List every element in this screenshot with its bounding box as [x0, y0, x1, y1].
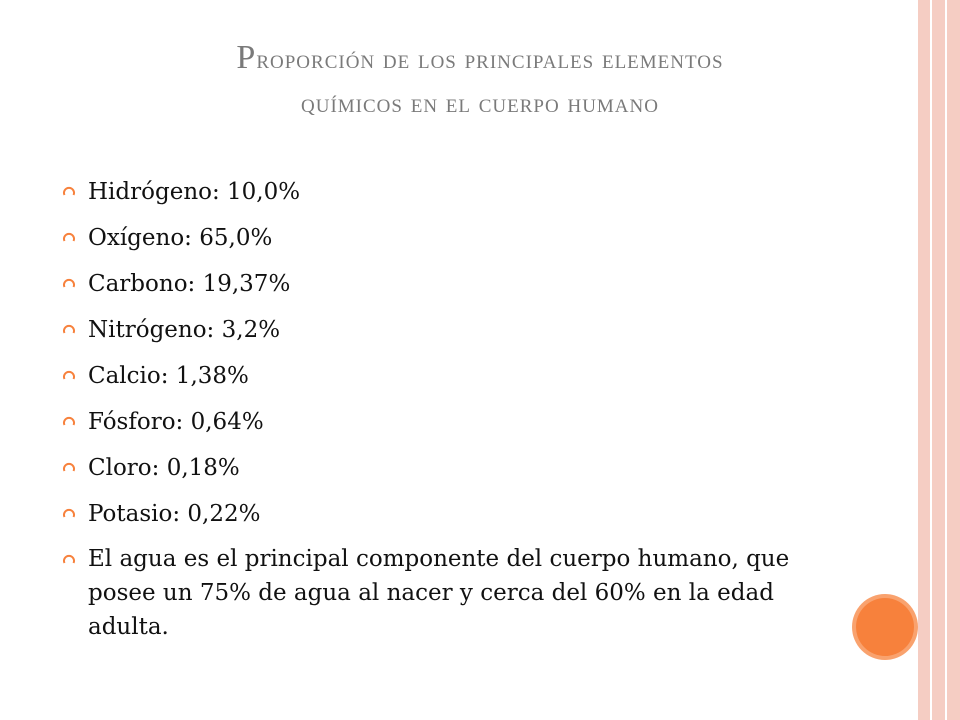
bullet-icon: [62, 552, 76, 566]
bullet-icon: [62, 184, 76, 198]
list-item-text: Hidrógeno: 10,0%: [88, 179, 301, 205]
border-line: [930, 0, 932, 720]
title-line-1: [40, 36, 920, 81]
title-line-2: químicos en el cuerpo humano: [301, 88, 659, 118]
bullet-list: [62, 174, 822, 654]
title-line-1-rest: roporción de los principales elementos: [256, 44, 724, 74]
list-item-text: Oxígeno: 65,0%: [88, 225, 273, 251]
decorative-border: [918, 0, 960, 720]
list-item: [62, 312, 822, 348]
list-item-text: El agua es el principal componente del cuerpo humano, que posee un 75% de agua al nacer y cerca del 60% en la edad adulta.: [88, 546, 790, 640]
bullet-icon: [62, 368, 76, 382]
list-item-text: Cloro: 0,18%: [88, 455, 240, 481]
border-line: [945, 0, 947, 720]
slide-title: [40, 36, 920, 125]
bullet-icon: [62, 230, 76, 244]
title-initial: P: [236, 39, 257, 76]
bullet-icon: [62, 460, 76, 474]
list-item: [62, 404, 822, 440]
bullet-icon: [62, 506, 76, 520]
list-item-text: Carbono: 19,37%: [88, 271, 291, 297]
decorative-circle: [856, 598, 914, 656]
list-item: [62, 450, 822, 486]
list-item: [62, 174, 822, 210]
list-item-text: Nitrógeno: 3,2%: [88, 317, 281, 343]
list-item-text: Calcio: 1,38%: [88, 363, 249, 389]
list-item-text: Potasio: 0,22%: [88, 501, 261, 527]
list-item: [62, 496, 822, 532]
list-item: [62, 220, 822, 256]
list-item: [62, 542, 822, 644]
bullet-icon: [62, 414, 76, 428]
list-item: [62, 358, 822, 394]
bullet-icon: [62, 276, 76, 290]
bullet-icon: [62, 322, 76, 336]
list-item-text: Fósforo: 0,64%: [88, 409, 264, 435]
list-item: [62, 266, 822, 302]
